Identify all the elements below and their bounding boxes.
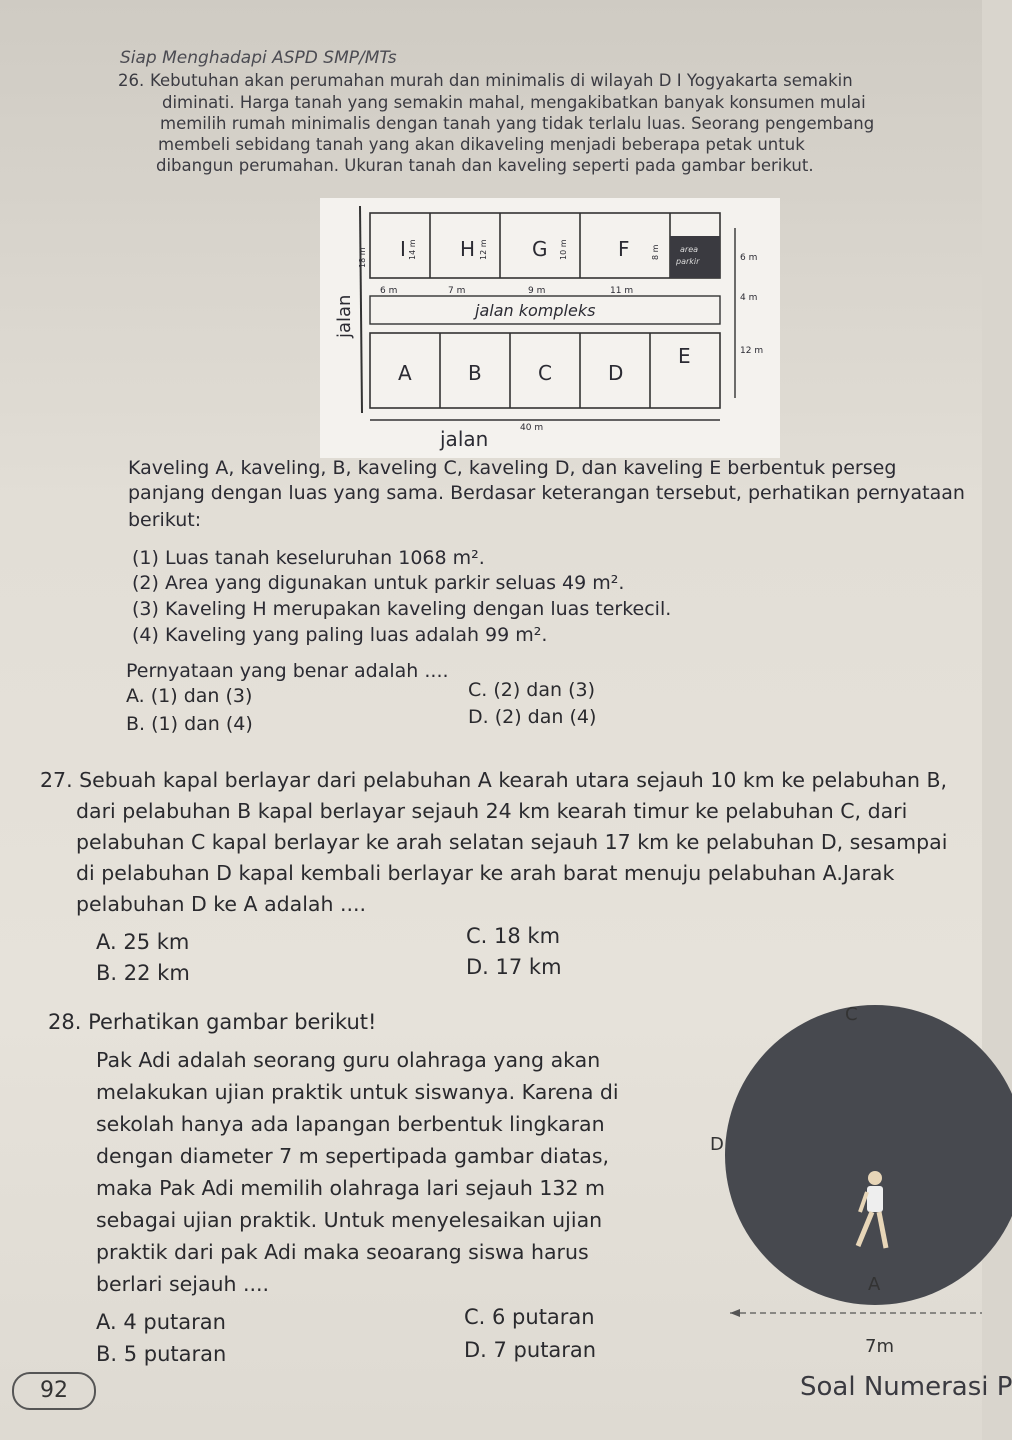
plot-I-label: I <box>400 237 406 261</box>
plot-H-depth: 12 m <box>479 239 488 260</box>
point-d-label: D <box>710 1134 724 1155</box>
circular-field <box>725 1005 1012 1305</box>
plot-H-width: 7 m <box>448 286 466 296</box>
point-a-label: A <box>868 1274 881 1295</box>
q28-option-c[interactable]: C. 6 putaran <box>464 1305 595 1329</box>
q27-option-d[interactable]: D. 17 km <box>466 955 562 979</box>
plot-B-label: B <box>468 361 482 385</box>
plot-F-depth: 8 m <box>651 244 660 260</box>
q28-option-d[interactable]: D. 7 putaran <box>464 1338 597 1362</box>
parking-label-2: parkir <box>676 257 700 266</box>
q26-statement-3: (3) Kaveling H merupakan kaveling dengan luas terkecil. <box>132 598 672 620</box>
q26-line-1: Kebutuhan akan perumahan murah dan minimalis di wilayah D I Yogyakarta semakin <box>150 71 853 90</box>
q26-after-2: panjang dengan luas yang sama. Berdasar keterangan tersebut, perhatikan pernyataan <box>128 482 965 504</box>
q28-line-6: sebagai ujian praktik. Untuk menyelesaikan ujian <box>96 1208 603 1232</box>
q26-option-d[interactable]: D. (2) dan (4) <box>468 706 597 728</box>
q26-after-3: berikut: <box>128 509 202 531</box>
side-road-label: jalan <box>334 294 355 338</box>
page-number: 92 <box>12 1372 96 1410</box>
q28-line-5: maka Pak Adi memilih olahraga lari sejauh 132 m <box>96 1176 605 1200</box>
q26-option-b[interactable]: B. (1) dan (4) <box>126 713 253 735</box>
right-label-4m: 4 m <box>740 293 758 303</box>
q28-option-b[interactable]: B. 5 putaran <box>96 1342 227 1366</box>
plot-I-width: 6 m <box>380 286 398 296</box>
left-depth-label: 18 m <box>358 247 367 268</box>
diameter-label: 7m <box>865 1336 894 1357</box>
plot-F-width: 11 m <box>610 286 634 296</box>
q28-line-7: praktik dari pak Adi maka seoarang siswa harus <box>96 1240 589 1264</box>
q28-title: 28. Perhatikan gambar berikut! <box>48 1010 377 1034</box>
q26-after-1: Kaveling A, kaveling, B, kaveling C, kaveling D, dan kaveling E berbentuk perseg <box>128 457 897 479</box>
plot-I-depth: 14 m <box>408 239 417 260</box>
parking-label-1: area <box>680 245 699 254</box>
q28-line-8: berlari sejauh .... <box>96 1272 270 1296</box>
plot-G-label: G <box>532 237 548 261</box>
footer-title: Soal Numerasi P <box>800 1372 1012 1402</box>
plot-F-label: F <box>618 237 630 261</box>
q28-line-3: sekolah hanya ada lapangan berbentuk lingkaran <box>96 1112 605 1136</box>
plot-A-label: A <box>398 361 412 385</box>
q27-line-2: dari pelabuhan B kapal berlayar sejauh 24 km kearah timur ke pelabuhan C, dari <box>76 799 908 823</box>
q26-option-a[interactable]: A. (1) dan (3) <box>126 685 253 707</box>
plot-G-depth: 10 m <box>559 239 568 260</box>
circular-field-figure <box>700 990 982 1370</box>
q26-option-c[interactable]: C. (2) dan (3) <box>468 679 595 701</box>
complex-road-label: jalan kompleks <box>475 301 596 320</box>
plot-D-label: D <box>608 361 624 385</box>
q28-line-2: melakukan ujian praktik untuk siswanya. Karena di <box>96 1080 619 1104</box>
q26-statement-2: (2) Area yang digunakan untuk parkir seluas 49 m². <box>132 572 625 594</box>
q27-line-4: di pelabuhan D kapal kembali berlayar ke arah barat menuju pelabuhan A.Jarak <box>76 861 895 885</box>
point-c-label: C <box>845 1004 858 1025</box>
right-label-6m: 6 m <box>740 253 758 263</box>
q27-option-c[interactable]: C. 18 km <box>466 924 561 948</box>
q28-line-4: dengan diameter 7 m sepertipada gambar diatas, <box>96 1144 610 1168</box>
q27-line-3: pelabuhan C kapal berlayar ke arah selatan sejauh 17 km ke pelabuhan D, sesampai <box>76 830 948 854</box>
q26-line-3: memilih rumah minimalis dengan tanah yang tidak terlalu luas. Seorang pengembang <box>160 114 875 133</box>
plot-E-label: E <box>678 344 691 368</box>
right-label-12m: 12 m <box>740 346 764 356</box>
plot-G-width: 9 m <box>528 286 546 296</box>
plot-H-label: H <box>460 237 476 261</box>
q26-number: 26. <box>118 71 145 90</box>
plot-C-label: C <box>538 361 552 385</box>
q26-statement-1: (1) Luas tanah keseluruhan 1068 m². <box>132 547 485 569</box>
bottom-length-label: 40 m <box>520 423 544 433</box>
q27-line-5: pelabuhan D ke A adalah .... <box>76 892 367 916</box>
page-header: Siap Menghadapi ASPD SMP/MTs <box>120 48 397 68</box>
q26-prompt: Pernyataan yang benar adalah .... <box>126 660 449 682</box>
q28-line-1: Pak Adi adalah seorang guru olahraga yang akan <box>96 1048 601 1072</box>
q26-statement-4: (4) Kaveling yang paling luas adalah 99 m². <box>132 624 548 646</box>
q26-line-2: diminati. Harga tanah yang semakin mahal, mengakibatkan banyak konsumen mulai <box>162 93 866 112</box>
bottom-road-label: jalan <box>440 427 489 451</box>
q26-line-5: dibangun perumahan. Ukuran tanah dan kaveling seperti pada gambar berikut. <box>156 156 814 175</box>
q26-line-4: membeli sebidang tanah yang akan dikaveling menjadi beberapa petak untuk <box>158 135 805 154</box>
q27-option-b[interactable]: B. 22 km <box>96 961 190 985</box>
q27-line-1: 27. Sebuah kapal berlayar dari pelabuhan A kearah utara sejauh 10 km ke pelabuhan B, <box>40 768 948 792</box>
q28-option-a[interactable]: A. 4 putaran <box>96 1310 226 1334</box>
q27-option-a[interactable]: A. 25 km <box>96 930 190 954</box>
land-plot-diagram <box>320 198 780 458</box>
